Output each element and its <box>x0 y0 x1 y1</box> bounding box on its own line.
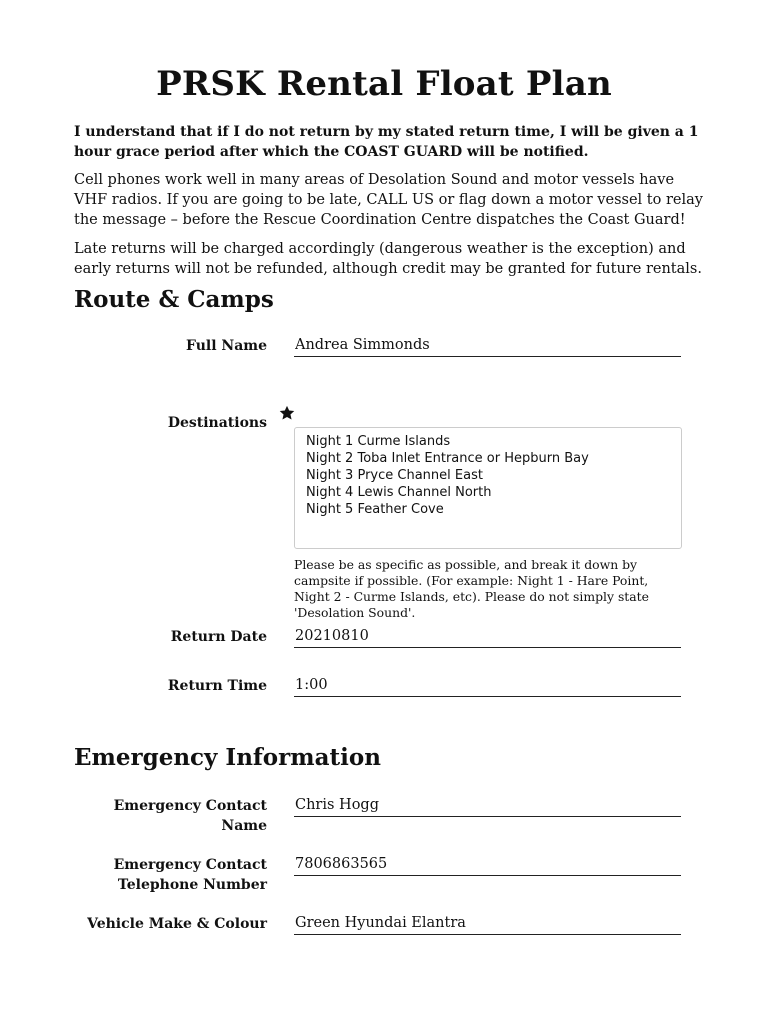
full-name-label: Full Name <box>186 338 267 354</box>
return-date-label: Return Date <box>170 629 267 645</box>
destinations-label: Destinations <box>167 415 267 431</box>
full-name-field[interactable] <box>294 335 681 357</box>
late-returns-paragraph: Late returns will be charged accordingly (dangerous weather is the exception) and early returns will not be refunded, although credit may be granted for future rentals. <box>74 241 702 277</box>
return-date-field[interactable] <box>294 626 681 648</box>
vehicle-label: Vehicle Make & Colour <box>87 916 267 932</box>
emergency-contact-name-field[interactable] <box>294 795 681 817</box>
destinations-textarea[interactable] <box>294 427 682 549</box>
emergency-information-heading: Emergency Information <box>74 744 381 771</box>
grace-period-notice: I understand that if I do not return by my stated return time, I will be given a 1 hour grace period after which the COAST GUARD will be notified. <box>74 124 699 160</box>
emergency-contact-phone-label: Emergency Contact Telephone Number <box>113 857 267 893</box>
return-time-field[interactable] <box>294 675 681 697</box>
page-title: PRSK Rental Float Plan <box>156 64 612 104</box>
cell-phone-paragraph: Cell phones work well in many areas of Desolation Sound and motor vessels have VHF radios. If you are going to be late, CALL US or flag down a motor vessel to relay the message – before the Rescue Coordination Centre dispatches the Coast Guard! <box>74 172 703 228</box>
destinations-helper-text: Please be as specific as possible, and break it down by campsite if possible. (For example: Night 1 - Hare Point, Night 2 - Curme Islands, etc). Please do not simply state 'Desolation Sound'. <box>294 557 649 620</box>
emergency-contact-name-label: Emergency Contact Name <box>113 798 267 834</box>
return-time-label: Return Time <box>167 678 267 694</box>
star-icon <box>278 404 296 422</box>
vehicle-field[interactable] <box>294 913 681 935</box>
route-camps-heading: Route & Camps <box>74 286 274 313</box>
emergency-contact-phone-field[interactable] <box>294 854 681 876</box>
